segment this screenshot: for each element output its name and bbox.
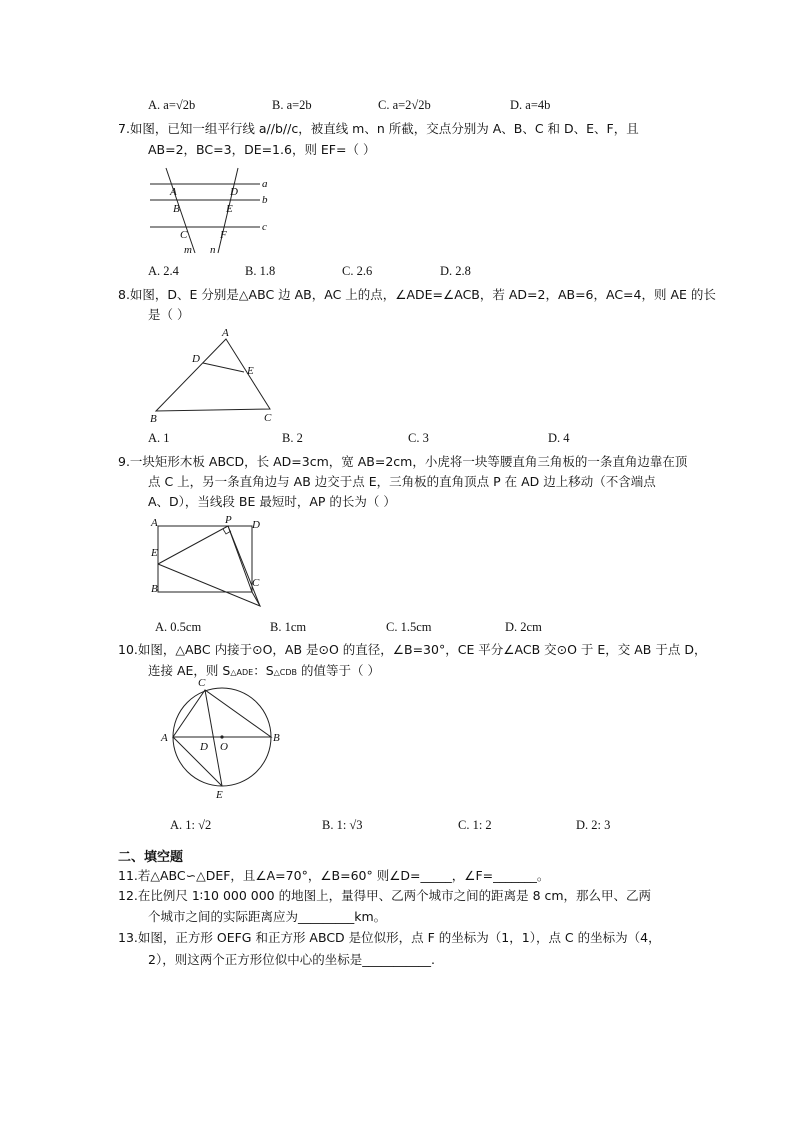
q8-label-e: E bbox=[247, 365, 254, 377]
q7-option-b: B. 1.8 bbox=[245, 264, 276, 278]
q12-stem-line2: 个城市之间的实际距离应为_________km。 bbox=[148, 909, 387, 924]
q9-option-d: D. 2cm bbox=[505, 620, 542, 634]
section-title-fill-in: 二、填空题 bbox=[118, 850, 184, 865]
q12-stem-line1: 12.在比例尺 1∶10 000 000 的地图上，量得甲、乙两个城市之间的距离是 8 cm，那么甲、乙两 bbox=[118, 888, 652, 903]
q9-label-b: B bbox=[151, 583, 158, 595]
q7-option-c: C. 2.6 bbox=[342, 264, 373, 278]
q7-stem-line1: 7.如图，已知一组平行线 a//b//c，被直线 m、n 所截，交点分别为 A、B、C 和 D、E、F，且 bbox=[118, 121, 639, 136]
q9-label-d: D bbox=[252, 519, 260, 531]
q8-option-a: A. 1 bbox=[148, 431, 170, 445]
q6-option-b: B. a=2b bbox=[272, 98, 312, 112]
q10-stem-mid: ：S bbox=[253, 663, 274, 678]
q10-stem-suffix: 的值等于（ ） bbox=[297, 663, 380, 678]
q8-option-c: C. 3 bbox=[408, 431, 429, 445]
q10-label-o: O bbox=[220, 741, 228, 753]
q7-label-f: F bbox=[220, 229, 227, 241]
q8-option-d: D. 4 bbox=[548, 431, 570, 445]
q8-figure bbox=[148, 325, 283, 425]
q10-stem-sub-cdb: △CDB bbox=[273, 668, 298, 677]
q10-stem-prefix: 连接 AE，则 S bbox=[148, 663, 231, 678]
q11-stem: 11.若△ABC∽△DEF，且∠A=70°，∠B=60° 则∠D=_____，∠F=_______。 bbox=[118, 868, 550, 883]
q7-option-d: D. 2.8 bbox=[440, 264, 471, 278]
q10-option-b: B. 1: √3 bbox=[322, 818, 363, 832]
q6-option-c: C. a=2√2b bbox=[378, 98, 431, 112]
q7-label-line-c: c bbox=[262, 221, 267, 233]
q7-stem-line2: AB=2，BC=3，DE=1.6，则 EF=（ ） bbox=[148, 142, 376, 157]
q9-stem-line2: 点 C 上，另一条直角边与 AB 边交于点 E，三角板的直角顶点 P 在 AD 边上移动（不含端点 bbox=[148, 474, 656, 489]
q7-option-a: A. 2.4 bbox=[148, 264, 179, 278]
q13-stem-line1: 13.如图，正方形 OEFG 和正方形 ABCD 是位似形，点 F 的坐标为（1，1），点 C 的坐标为（4， bbox=[118, 930, 661, 945]
q8-stem-line2: 是（ ） bbox=[148, 307, 190, 322]
q9-option-a: A. 0.5cm bbox=[155, 620, 202, 634]
q9-label-e: E bbox=[151, 547, 158, 559]
q10-stem-line1: 10.如图，△ABC 内接于⊙O，AB 是⊙O 的直径，∠B=30°，CE 平分∠ACB 交⊙O 于 E，交 AB 于点 D， bbox=[118, 642, 707, 657]
q9-option-c: C. 1.5cm bbox=[386, 620, 432, 634]
q9-label-p: P bbox=[225, 514, 232, 526]
q8-stem-line1: 8.如图，D、E 分别是△ABC 边 AB，AC 上的点，∠ADE=∠ACB，若 AD=2，AB=6，AC=4，则 AE 的长 bbox=[118, 287, 716, 302]
q7-label-line-b: b bbox=[262, 194, 268, 206]
q7-label-line-a: a bbox=[262, 178, 268, 190]
q10-label-a: A bbox=[161, 732, 168, 744]
q6-option-a: A. a=√2b bbox=[148, 98, 196, 112]
q9-figure bbox=[148, 514, 273, 614]
q10-stem-sub-ade: △ADE bbox=[230, 668, 254, 677]
q7-label-e: E bbox=[226, 203, 233, 215]
q8-label-c: C bbox=[264, 412, 272, 424]
q10-option-d: D. 2: 3 bbox=[576, 818, 611, 832]
q8-label-d: D bbox=[192, 353, 200, 365]
q7-label-m: m bbox=[184, 244, 192, 256]
q6-option-d: D. a=4b bbox=[510, 98, 551, 112]
q7-label-d: D bbox=[230, 186, 238, 198]
q9-label-c: C bbox=[252, 577, 260, 589]
q7-label-n: n bbox=[210, 244, 216, 256]
q10-label-b: B bbox=[273, 732, 280, 744]
q7-figure bbox=[148, 165, 278, 255]
q10-label-d: D bbox=[200, 741, 208, 753]
q9-stem-line3: A、D），当线段 BE 最短时，AP 的长为（ ） bbox=[148, 494, 396, 509]
q10-label-c: C bbox=[198, 677, 206, 689]
q8-label-a: A bbox=[222, 327, 229, 339]
q10-figure bbox=[160, 676, 285, 801]
q13-stem-line2: 2），则这两个正方形位似中心的坐标是___________. bbox=[148, 952, 435, 967]
q7-label-b: B bbox=[173, 203, 180, 215]
q9-stem-line1: 9.一块矩形木板 ABCD，长 AD=3cm，宽 AB=2cm，小虎将一块等腰直角三角板的一条直角边靠在顶 bbox=[118, 454, 688, 469]
q8-label-b: B bbox=[150, 413, 157, 425]
q9-option-b: B. 1cm bbox=[270, 620, 307, 634]
q10-option-c: C. 1: 2 bbox=[458, 818, 492, 832]
q10-label-e: E bbox=[216, 789, 223, 801]
q9-label-a: A bbox=[151, 517, 158, 529]
q7-label-c: C bbox=[180, 229, 188, 241]
q7-label-a: A bbox=[170, 186, 177, 198]
q10-option-a: A. 1: √2 bbox=[170, 818, 212, 832]
q8-option-b: B. 2 bbox=[282, 431, 303, 445]
